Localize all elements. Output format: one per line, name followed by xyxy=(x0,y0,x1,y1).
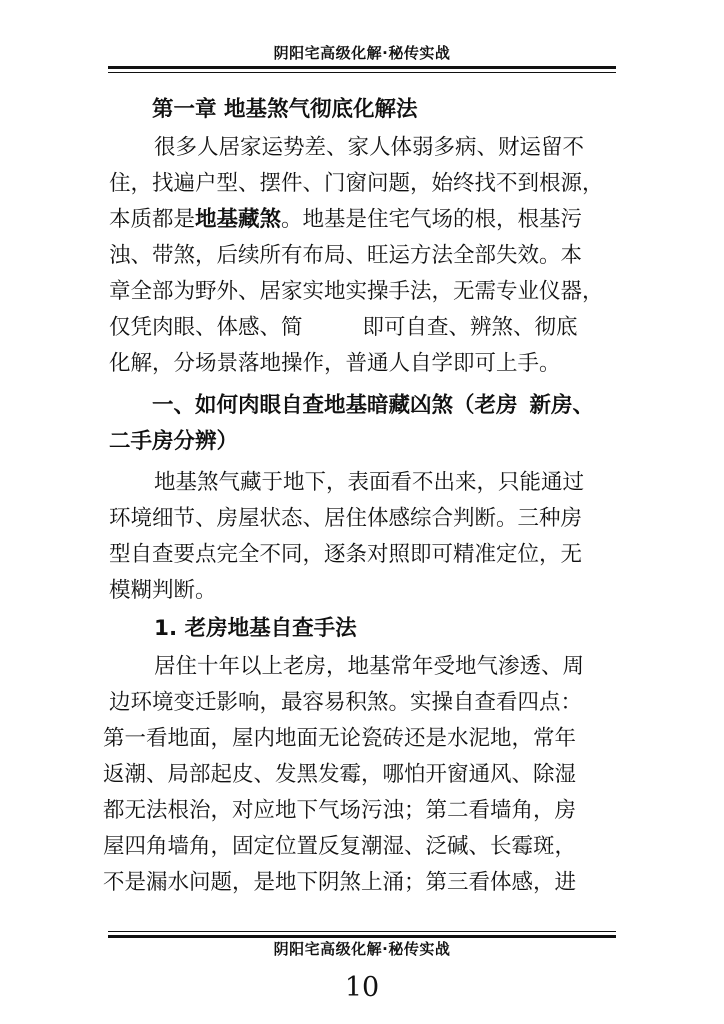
footer-rule-thin xyxy=(108,931,616,932)
paragraph-line: 屋四角墙角，固定位置反复潮湿、泛碱、长霉斑， xyxy=(103,834,577,859)
subsection-heading: 1. 老房地基自查手法 xyxy=(154,616,357,641)
text-run: 仅凭肉眼、体感、简 xyxy=(109,315,303,340)
paragraph-line: 都无法根治，对应地下气场污浊；第二看墙角，房 xyxy=(103,798,577,823)
paragraph-line: 边环境变迁影响，最容易积煞。实操自查看四点： xyxy=(109,690,583,715)
paragraph-line: 很多人居家运势差、家人体弱多病、财运留不 xyxy=(154,135,585,160)
paragraph-line: 型自查要点完全不同，逐条对照即可精准定位，无 xyxy=(109,542,583,567)
paragraph-line: 第一看地面，屋内地面无论瓷砖还是水泥地，常年 xyxy=(103,726,577,751)
paragraph-line xyxy=(109,202,582,238)
paragraph-line: 化解，分场景落地操作，普通人自学即可上手。 xyxy=(109,351,561,376)
paragraph-line: 浊、带煞，后续所有布局、旺运方法全部失效。本 xyxy=(109,243,583,268)
paragraph-line xyxy=(109,310,578,346)
paragraph-line: 地基煞气藏于地下，表面看不出来，只能通过 xyxy=(154,470,585,495)
paragraph-line: 章全部为野外、居家实地实操手法，无需专业仪器， xyxy=(109,279,604,304)
text-run: 。地基是住宅气场的根，根基污 xyxy=(281,207,583,232)
heading-text: 一、如何肉眼自查地基暗藏凶煞（老房 xyxy=(152,393,518,418)
section-heading: 二手房分辨） xyxy=(109,429,239,454)
paragraph-line: 居住十年以上老房，地基常年受地气渗透、周 xyxy=(154,654,585,679)
paragraph-line: 不是漏水问题，是地下阴煞上涌；第三看体感，进 xyxy=(103,870,577,895)
chapter-title: 第一章 地基煞气彻底化解法 xyxy=(152,97,418,122)
header-rule-thin xyxy=(108,72,616,73)
text-run: 即可自查、辨煞、彻底 xyxy=(362,315,578,340)
text-run: 本质都是 xyxy=(109,207,196,232)
page-number: 10 xyxy=(344,972,380,1003)
paragraph-line: 住，找遍户型、摆件、门窗问题，始终找不到根源， xyxy=(109,171,604,196)
heading-text: 新房、 xyxy=(529,393,595,418)
paragraph-line: 模糊判断。 xyxy=(109,578,217,603)
paragraph-line: 返潮、局部起皮、发黑发霉，哪怕开窗通风、除湿 xyxy=(103,762,577,787)
emphasis-text: 地基藏煞 xyxy=(195,207,282,232)
header-rule-thick xyxy=(108,66,616,69)
section-heading xyxy=(152,388,594,424)
running-footer-title: 阴阳宅高级化解·秘传实战 xyxy=(273,940,451,958)
paragraph-line: 环境细节、房屋状态、居住体感综合判断。三种房 xyxy=(109,506,583,531)
running-header-title: 阴阳宅高级化解·秘传实战 xyxy=(273,44,451,62)
